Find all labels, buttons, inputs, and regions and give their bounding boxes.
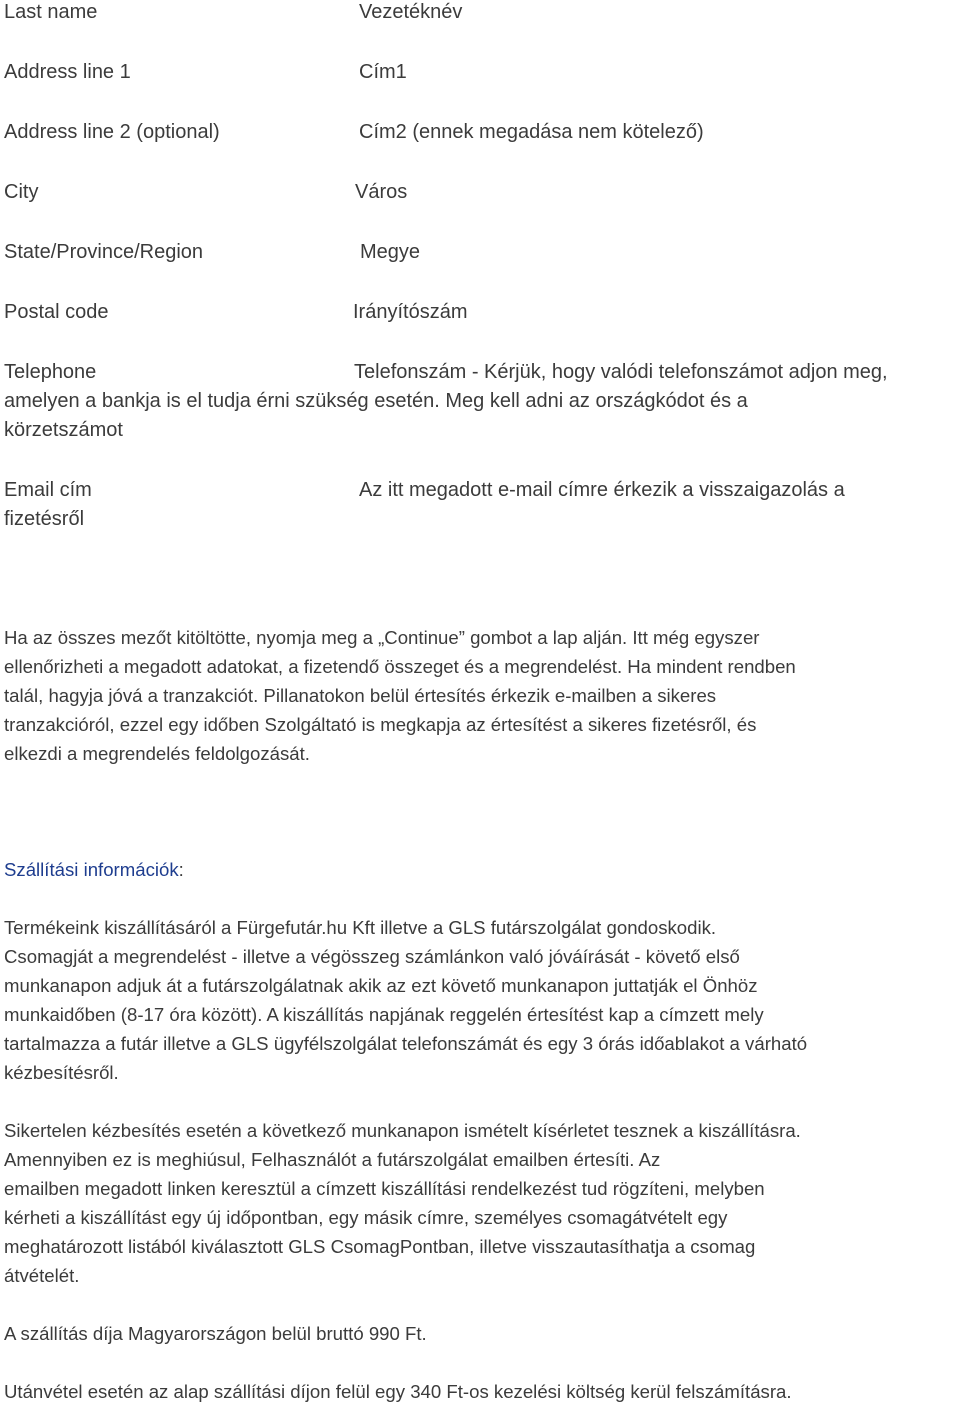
field-label-email-line-2: fizetésről [4,508,85,530]
shipping-para-2-line-3: emailben megadott linken keresztül a címzett kiszállítási rendelkezést tud rögzíteni, melyben [4,1178,765,1199]
field-label-last-name: Last name [4,1,98,23]
shipping-para-1-line-2: Csomagját a megrendelést - illetve a végösszeg számlánkon való jóváírását - követő első [4,946,740,967]
shipping-para-1-line-3: munkanapon adjuk át a futárszolgálatnak akik az ezt követő munkanapon juttatják el Önhöz [4,975,758,996]
field-label-address-2: Address line 2 (optional) [4,121,220,143]
field-label-city: City [4,181,39,203]
field-label-region: State/Province/Region [4,241,204,263]
shipping-para-1-line-4: munkaidőben (8-17 óra között). A kiszállítás napjának reggelén értesítést kap a címzett mely [4,1004,764,1025]
telephone-note-line-3: körzetszámot [4,419,123,441]
cod-fee: Utánvétel esetén az alap szállítási díjon felül egy 340 Ft-os kezelési költség kerül felszámításra. [4,1381,792,1402]
field-translation-region: Megye [360,241,421,263]
shipping-para-1-line-5: tartalmazza a futár illetve a GLS ügyfélszolgálat telefonszámát és egy 3 órás időablakot a várható [4,1033,808,1054]
shipping-para-2-line-6: átvételét. [4,1265,80,1286]
shipping-para-1-line-1: Termékeink kiszállításáról a Fürgefutár.hu Kft illetve a GLS futárszolgálat gondoskodik. [4,917,717,938]
instructions-line-5: elkezdi a megrendelés feldolgozását. [4,743,310,764]
shipping-heading-title: Szállítási információk [4,859,179,880]
email-note: Az itt megadott e-mail címre érkezik a visszaigazolás a [359,479,845,501]
field-translation-last-name: Vezetéknév [359,1,463,23]
field-translation-postal-code: Irányítószám [353,301,468,323]
field-translation-city: Város [355,181,408,203]
telephone-note-line-1: Telefonszám - Kérjük, hogy valódi telefonszámot adjon meg, [354,361,888,383]
instructions-line-3: talál, hagyja jóvá a tranzakciót. Pillanatokon belül értesítés érkezik e-mailben a sikeres [4,685,717,706]
shipping-para-2-line-4: kérheti a kiszállítást egy új időpontban, egy másik címre, személyes csomagátvételt egy [4,1207,728,1228]
shipping-heading [4,855,184,884]
instructions-line-4: tranzakcióról, ezzel egy időben Szolgáltató is megkapja az értesítést a sikeres fizetésről, és [4,714,757,735]
shipping-para-2-line-2: Amennyiben ez is meghiúsul, Felhasználót a futárszolgálat emailben értesíti. Az [4,1149,661,1170]
field-translation-address-2: Cím2 (ennek megadása nem kötelező) [359,121,704,143]
instructions-line-1: Ha az összes mezőt kitöltötte, nyomja meg a „Continue” gombot a lap alján. Itt még egyszer [4,627,760,648]
shipping-para-1-line-6: kézbesítésről. [4,1062,119,1083]
field-translation-address-1: Cím1 [359,61,407,83]
shipping-fee: A szállítás díja Magyarországon belül bruttó 990 Ft. [4,1323,427,1344]
field-label-telephone: Telephone [4,361,97,383]
field-label-address-1: Address line 1 [4,61,131,83]
telephone-note-line-2: amelyen a bankja is el tudja érni szükség esetén. Meg kell adni az országkódot és a [4,390,748,412]
field-label-email-line-1: Email cím [4,479,92,501]
shipping-para-2-line-5: meghatározott listából kiválasztott GLS CsomagPontban, illetve visszautasíthatja a csomag [4,1236,756,1257]
field-label-postal-code: Postal code [4,301,109,323]
shipping-heading-colon: : [178,859,184,880]
shipping-para-2-line-1: Sikertelen kézbesítés esetén a következő munkanapon ismételt kísérletet tesznek a kiszállításra. [4,1120,801,1141]
instructions-line-2: ellenőrizheti a megadott adatokat, a fizetendő összeget és a megrendelést. Ha mindent rendben [4,656,796,677]
